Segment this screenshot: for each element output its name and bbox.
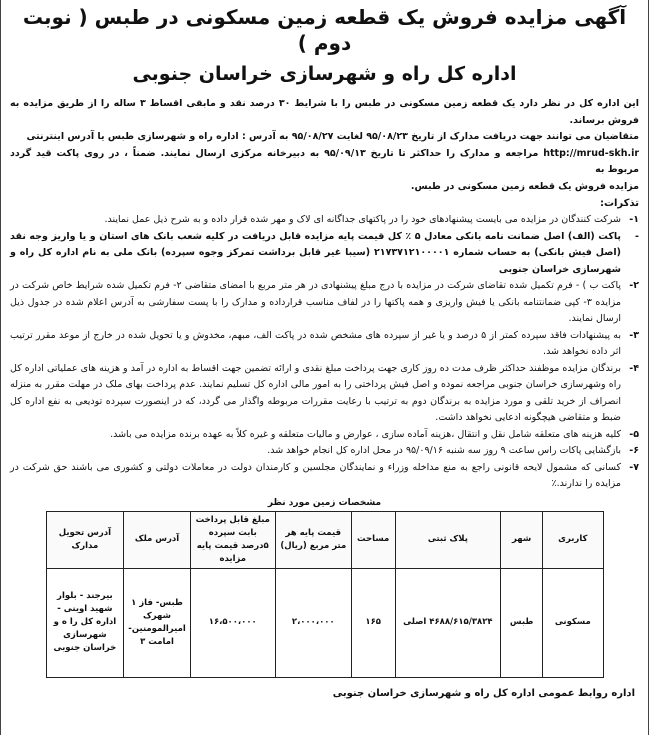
table-row <box>46 568 603 677</box>
header-delivery: آدرس تحویل مدارک <box>46 511 124 568</box>
notes-item <box>10 278 639 328</box>
footer-signature: اداره روابط عمومی اداره کل راه و شهرسازی خراسان جنوبی <box>332 687 635 699</box>
cell-city: طبس <box>501 568 543 677</box>
header-plaque: پلاک ثبتی <box>395 511 501 568</box>
header-deposit: مبلغ قابل پرداخت بابت سپرده ۵درصد قیمت پایه مزایده <box>190 511 275 568</box>
notes-item-text: بازگشایی پاکات راس ساعت ۹ روز سه شنبه ۹۵/۰۹/۱۶ در محل اداره کل انجام خواهد شد. <box>267 445 621 456</box>
intro-line-3: http://mrud-skh.ir مراجعه و مدارک را حداکثر تا تاریخ ۹۵/۰۹/۱۳ به دبیرخانه مرکزی ارسال نمایند. ضمناً ، در روی پاکت قید گردد مربوط به <box>10 147 640 175</box>
cell-plaque: ۴۶۸۸/۶۱۵/۳۸۲۴ اصلی <box>395 568 501 677</box>
header-address: آدرس ملک <box>124 511 190 568</box>
header-base-price: قیمت پایه هر متر مربع (ریال) <box>275 511 351 568</box>
notes-item-text: برندگان مزایده موظفند حداکثر ظرف مدت ده روز کاری جهت پرداخت مبلغ نقدی و ارائه تضمین جهت اقساط به اداره در آمد و هزینه های عملیاتی اداره کل راه وشهرسازی خراسان جنوبی مراجعه نموده و اصل فیش پرداختی را به امور مالی اداره کل تسلیم نمایند. عدم پرداخت بهای ملک در مهلت مقرر به منزله انصراف از خرید تلقی و مورد مزایده به برندگان دوم به ترتیب با رعایت مقررات مربوطه واگذار می گردد، که در اینصورت سپرده تودیعی به نفع اداره کل ضبط و متقاضی هیچگونه ادعایی نخواهد داشت. <box>10 362 621 423</box>
notes-item <box>10 212 639 229</box>
parcel-table-header-row <box>46 511 603 568</box>
cell-deposit: ۱۶،۵۰۰،۰۰۰ <box>190 568 275 677</box>
intro-line-1: این اداره کل در نظر دارد یک قطعه زمین مسکونی در طبس را با شرایط ۳۰ درصد نقد و مابقی اقساط ۳ ساله را از طریق مزایده به فروش برساند. <box>10 98 639 126</box>
intro-line-4: مزایده فروش یک قطعه زمین مسکونی در طبس. <box>410 180 639 192</box>
notes-item <box>10 427 639 444</box>
notes-item <box>10 229 639 279</box>
notes-item-number: ۶- <box>629 445 639 456</box>
notice-subtitle: اداره کل راه و شهرسازی خراسان جنوبی <box>132 63 517 85</box>
cell-base-price: ۲،۰۰۰،۰۰۰ <box>275 568 351 677</box>
header-area: مساحت <box>351 511 395 568</box>
cell-delivery: بیرجند - بلوار شهید اوینی - اداره کل را ه و شهرسازی خراسان جنوبی <box>46 568 124 677</box>
notes-item <box>10 361 639 427</box>
notes-item-text: شرکت کنندگان در مزایده می بایست پیشنهادهای خود را در پاکتهای جداگانه ای لاک و مهر شده قرار داده و به شرح ذیل عمل نمایند. <box>104 214 621 225</box>
notes-item-number: ۱- <box>629 214 639 225</box>
notes-item-text: کسانی که مشمول لایحه قانونی راجع به منع مداخله وزراء و نمایندگان مجلسین و کارمندان دولت در معاملات دولتی و کشوری می باشند حق شرکت در مزایده را ندارند.٪ <box>10 461 621 489</box>
notes-item-text: کلیه هزینه های متعلقه شامل نقل و انتقال ،هزینه آماده سازی ، عوارض و مالیات متعلقه و غیره کلاً به عهده برنده مزایده می باشد. <box>110 428 621 440</box>
notes-item-text: به پیشنهادات فاقد سپرده کمتر از ۵ درصد و یا غیر از سپرده های مشخص شده در پاکت الف، مبهم، مخدوش و یا تحویل شده در خارج از موعد مقرر ترتیب اثر داده نخواهد شد. <box>10 329 621 357</box>
notes-item <box>10 328 639 361</box>
notes-heading: تذکرات: <box>599 198 639 209</box>
notes-item <box>10 460 639 493</box>
notes-item-number: ۲- <box>629 280 639 291</box>
notes-item-number: ۳- <box>629 329 639 341</box>
notes-item-number: - <box>635 230 639 242</box>
cell-usage: مسکونی <box>543 568 603 677</box>
intro-line-2: متقاضیان می توانند جهت دریافت مدارک از تاریخ ۹۵/۰۸/۲۳ لغایت ۹۵/۰۸/۲۷ به آدرس : اداره راه و شهرسازی طبس یا آدرس اینترنتی <box>26 131 639 142</box>
parcel-table <box>46 511 604 678</box>
notes-item-number: ۷- <box>629 461 639 473</box>
notes-item-text: پاکت ب ) - فرم تکمیل شده تقاضای شرکت در مزایده با درج مبلغ پیشنهادی در هر متر مربع با امضای متقاضی ۲- فرم تکمیل شده شرایط خاص شرکت در مزایده ۳- کپی ضمانتنامه بانکی یا فیش واریزی و همه پاکتها را در لفاف مناسب قرارداده و مدارک را با پست سفارشی به آدرس اعلام شده در جدول ذیل ارسال نمایند. <box>10 280 622 324</box>
notes-item <box>10 443 639 460</box>
header-usage: کاربری <box>543 511 603 568</box>
notice-title: آگهی مزایده فروش یک قطعه زمین مسکونی در طبس ( نوبت دوم ) <box>22 5 627 55</box>
cell-address: طبس- فاز ۱ شهرک امیرالمومنین- امامت ۳ <box>124 568 190 677</box>
cell-area: ۱۶۵ <box>351 568 395 677</box>
header-city: شهر <box>501 511 543 568</box>
parcel-table-title: مشخصات زمین مورد نظر <box>267 497 382 508</box>
notes-item-number: ۴- <box>629 362 639 374</box>
notes-item-text: پاکت (الف) اصل ضمانت نامه بانکی معادل ۵ ٪ کل قیمت پایه مزایده قابل دریافت در کلیه شعب بانک های استان و یا واریز وجه نقد (اصل فیش بانکی) به حساب شماره ۲۱۷۳۷۱۲۱۰۰۰۰۱ (سیبا غیر قابل برداشت تمرکز وجوه سپرده) بانک ملی به نام اداره کل راه و شهرسازی خراسان جنوبی <box>10 230 621 275</box>
notes-item-number: ۵- <box>629 428 639 440</box>
